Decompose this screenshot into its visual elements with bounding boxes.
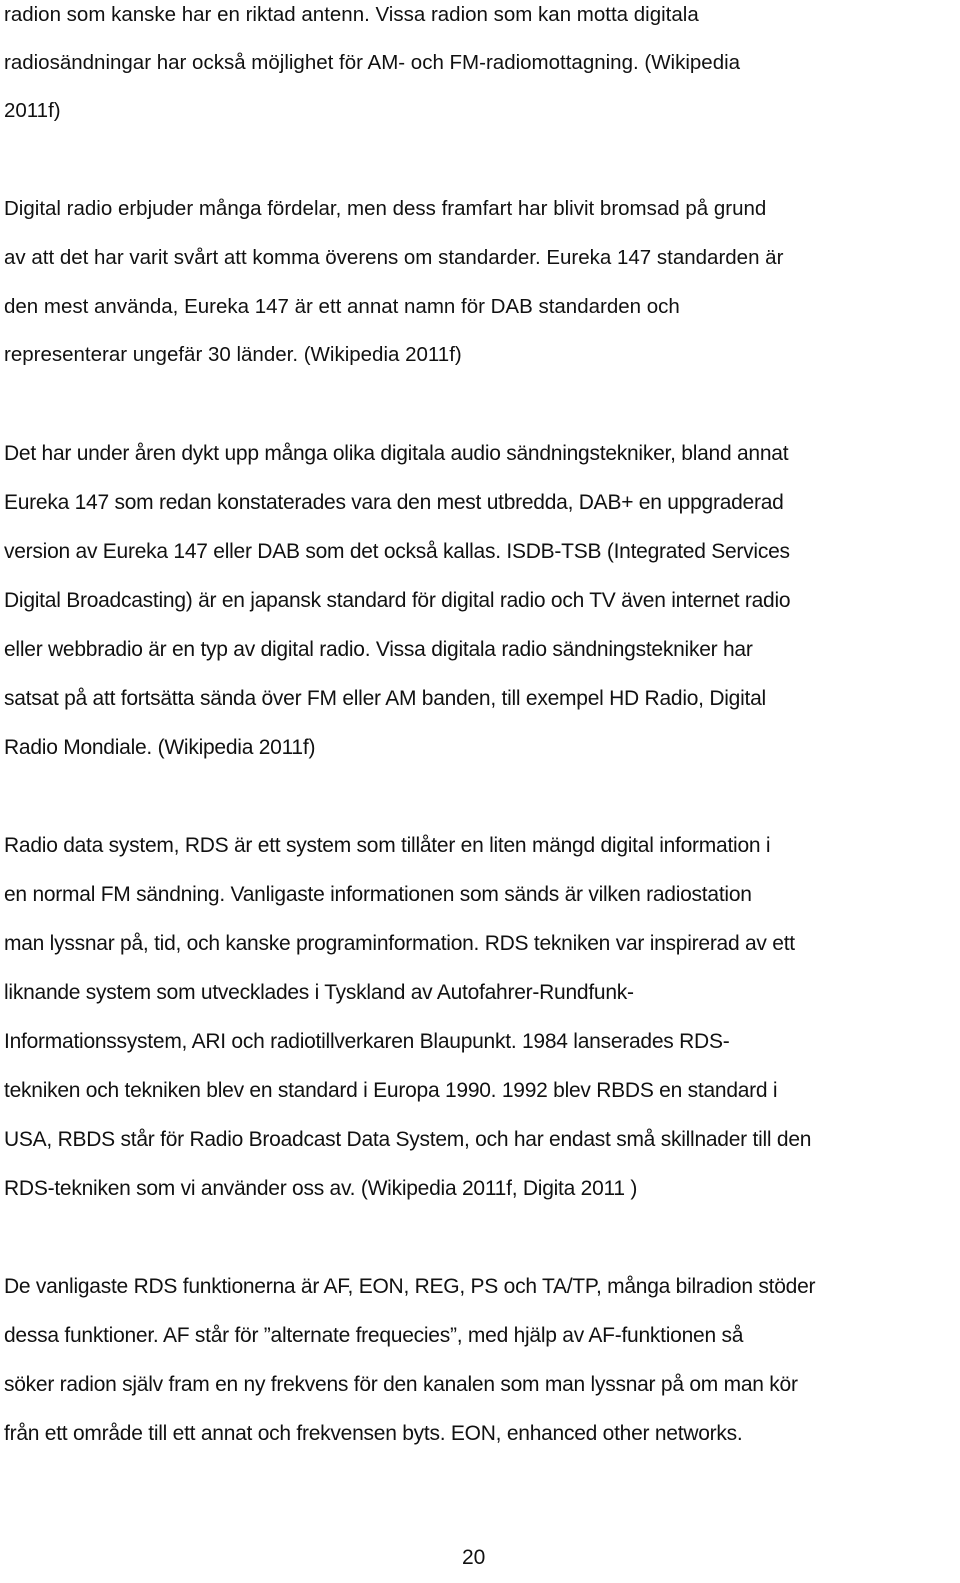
text-line: RDS-tekniken som vi använder oss av. (Wikipedia 2011f, Digita 2011 ) [4,1177,638,1200]
text-line: radiosändningar har också möjlighet för AM- och FM-radiomottagning. (Wikipedia [4,51,741,74]
text-line: Radio data system, RDS är ett system som tillåter en liten mängd digital information i [4,834,771,857]
text-line: representerar ungefär 30 länder. (Wikipedia 2011f) [4,343,462,366]
text-line: version av Eureka 147 eller DAB som det också kallas. ISDB-TSB (Integrated Services [4,540,790,563]
text-line: De vanligaste RDS funktionerna är AF, EON, REG, PS och TA/TP, många bilradion stöder [4,1275,816,1298]
text-line: eller webbradio är en typ av digital radio. Vissa digitala radio sändningstekniker har [4,638,753,661]
text-line: USA, RBDS står för Radio Broadcast Data System, och har endast små skillnader till den [4,1128,812,1151]
text-line: Det har under åren dykt upp många olika digitala audio sändningstekniker, bland annat [4,442,789,465]
text-line: en normal FM sändning. Vanligaste informationen som sänds är vilken radiostation [4,883,752,906]
text-line: söker radion själv fram en ny frekvens för den kanalen som man lyssnar på om man kör [4,1373,798,1396]
text-line: Radio Mondiale. (Wikipedia 2011f) [4,736,316,759]
text-line: Digital radio erbjuder många fördelar, men dess framfart har blivit bromsad på grund [4,197,767,220]
text-line: från ett område till ett annat och frekvensen byts. EON, enhanced other networks. [4,1422,743,1445]
text-line: satsat på att fortsätta sända över FM eller AM banden, till exempel HD Radio, Digital [4,687,766,710]
page-number: 20 [462,1546,486,1569]
text-line: av att det har varit svårt att komma överens om standarder. Eureka 147 standarden är [4,246,784,269]
text-line: den mest använda, Eureka 147 är ett annat namn för DAB standarden och [4,295,680,318]
text-line: tekniken och tekniken blev en standard i Europa 1990. 1992 blev RBDS en standard i [4,1079,778,1102]
text-line: 2011f) [4,99,61,122]
text-line: dessa funktioner. AF står för ”alternate frequecies”, med hjälp av AF-funktionen så [4,1324,744,1347]
text-line: Eureka 147 som redan konstaterades vara den mest utbredda, DAB+ en uppgraderad [4,491,784,514]
text-line: Digital Broadcasting) är en japansk standard för digital radio och TV även internet radio [4,589,791,612]
text-line: radion som kanske har en riktad antenn. Vissa radion som kan motta digitala [4,3,699,26]
text-line: man lyssnar på, tid, och kanske programinformation. RDS tekniken var inspirerad av ett [4,932,795,955]
text-line: liknande system som utvecklades i Tyskland av Autofahrer-Rundfunk- [4,981,634,1004]
text-line: Informationssystem, ARI och radiotillverkaren Blaupunkt. 1984 lanserades RDS- [4,1030,730,1053]
